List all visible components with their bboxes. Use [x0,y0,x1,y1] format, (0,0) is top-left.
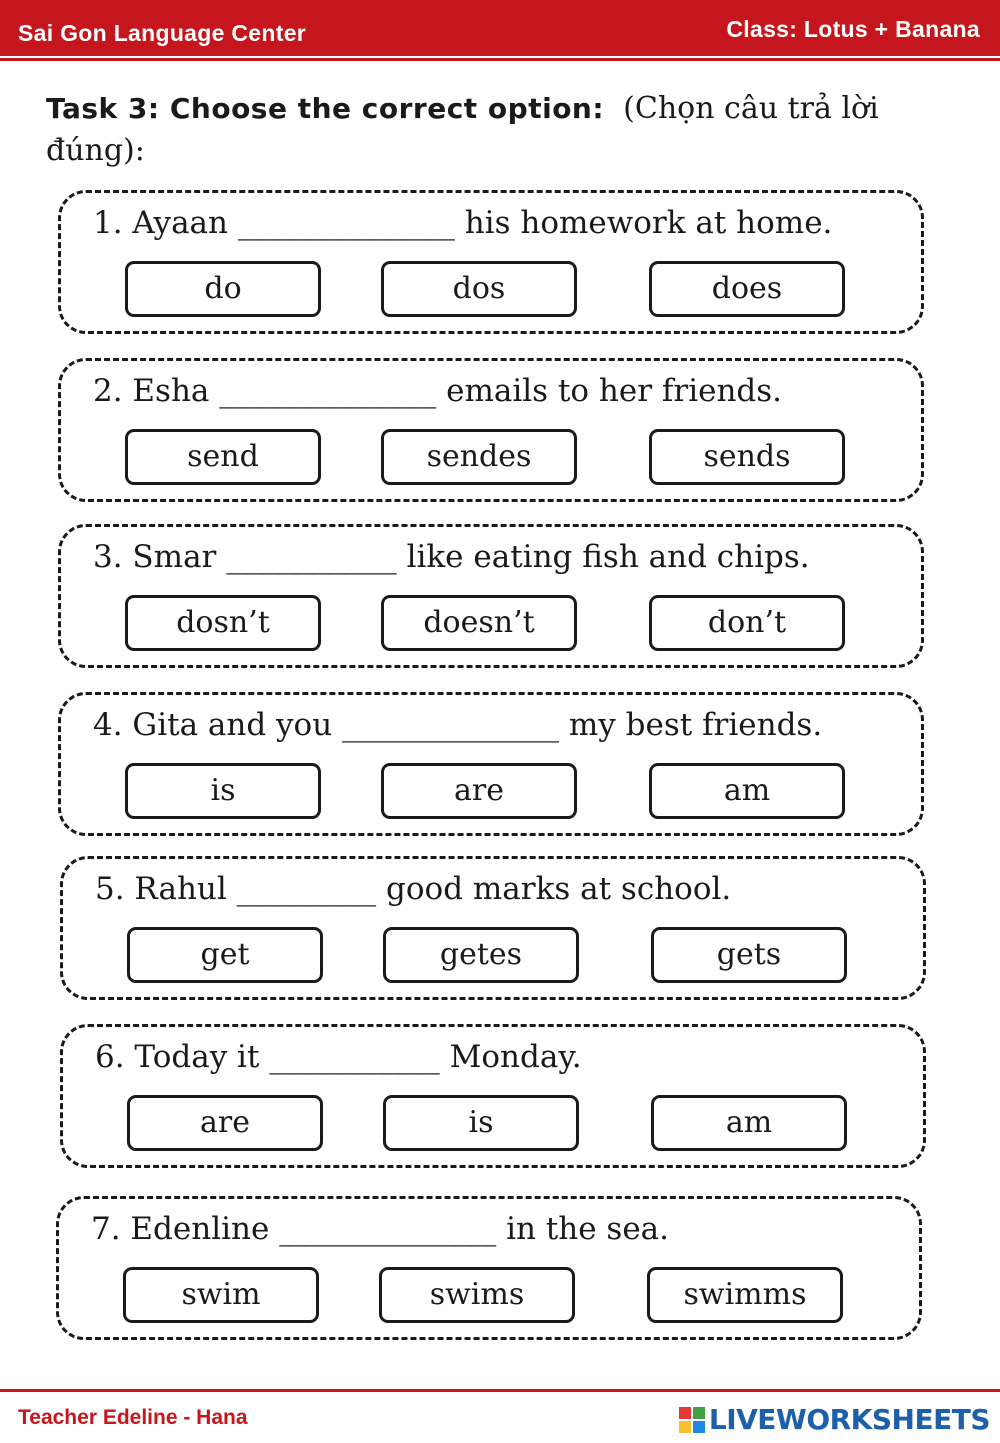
option-button[interactable]: am [651,1095,847,1151]
footer-divider [0,1389,1000,1392]
task-title-bold: Task 3: Choose the correct option: [46,92,605,125]
option-button[interactable]: swims [379,1267,575,1323]
question-6 [60,1024,926,1168]
option-button[interactable]: doesn’t [381,595,577,651]
option-button[interactable]: send [125,429,321,485]
option-button[interactable]: is [383,1095,579,1151]
liveworksheets-grid-icon [679,1407,705,1433]
option-button[interactable]: does [649,261,845,317]
question-text: 6. Today it ___________ Monday. [95,1039,582,1075]
option-button[interactable]: swimms [647,1267,843,1323]
option-button[interactable]: dosn’t [125,595,321,651]
option-button[interactable]: dos [381,261,577,317]
header-bar [0,0,1000,56]
question-text: 2. Esha ______________ emails to her friends. [93,373,783,409]
option-button[interactable]: gets [651,927,847,983]
question-text: 5. Rahul _________ good marks at school. [95,871,732,907]
option-button[interactable]: don’t [649,595,845,651]
options-group [123,1267,853,1323]
class-name: Class: Lotus + Banana [726,16,980,42]
teacher-name: Teacher Edeline - Hana [18,1406,248,1429]
option-button[interactable]: sendes [381,429,577,485]
question-text: 1. Ayaan ______________ his homework at home. [93,205,833,241]
options-group [125,595,855,651]
task-title-vietnamese: (Chọn câu trả lời đúng): [46,91,879,168]
options-group [125,429,855,485]
question-2 [58,358,924,502]
question-text: 4. Gita and you ______________ my best friends. [93,707,823,743]
option-button[interactable]: am [649,763,845,819]
question-4 [58,692,924,836]
option-button[interactable]: is [125,763,321,819]
task-title [46,88,956,172]
question-7 [56,1196,922,1340]
liveworksheets-logo [679,1403,990,1436]
option-button[interactable]: are [381,763,577,819]
option-button[interactable]: swim [123,1267,319,1323]
options-group [125,261,855,317]
question-text: 3. Smar ___________ like eating fish and chips. [93,539,810,575]
options-group [125,763,855,819]
logo-text: LIVEWORKSHEETS [708,1403,990,1436]
option-button[interactable]: are [127,1095,323,1151]
options-group [127,927,857,983]
center-name: Sai Gon Language Center [18,20,307,46]
question-text: 7. Edenline ______________ in the sea. [91,1211,670,1247]
option-button[interactable]: sends [649,429,845,485]
header-divider [0,58,1000,61]
option-button[interactable]: get [127,927,323,983]
option-button[interactable]: do [125,261,321,317]
question-1 [58,190,924,334]
question-3 [58,524,924,668]
question-5 [60,856,926,1000]
options-group [127,1095,857,1151]
option-button[interactable]: getes [383,927,579,983]
